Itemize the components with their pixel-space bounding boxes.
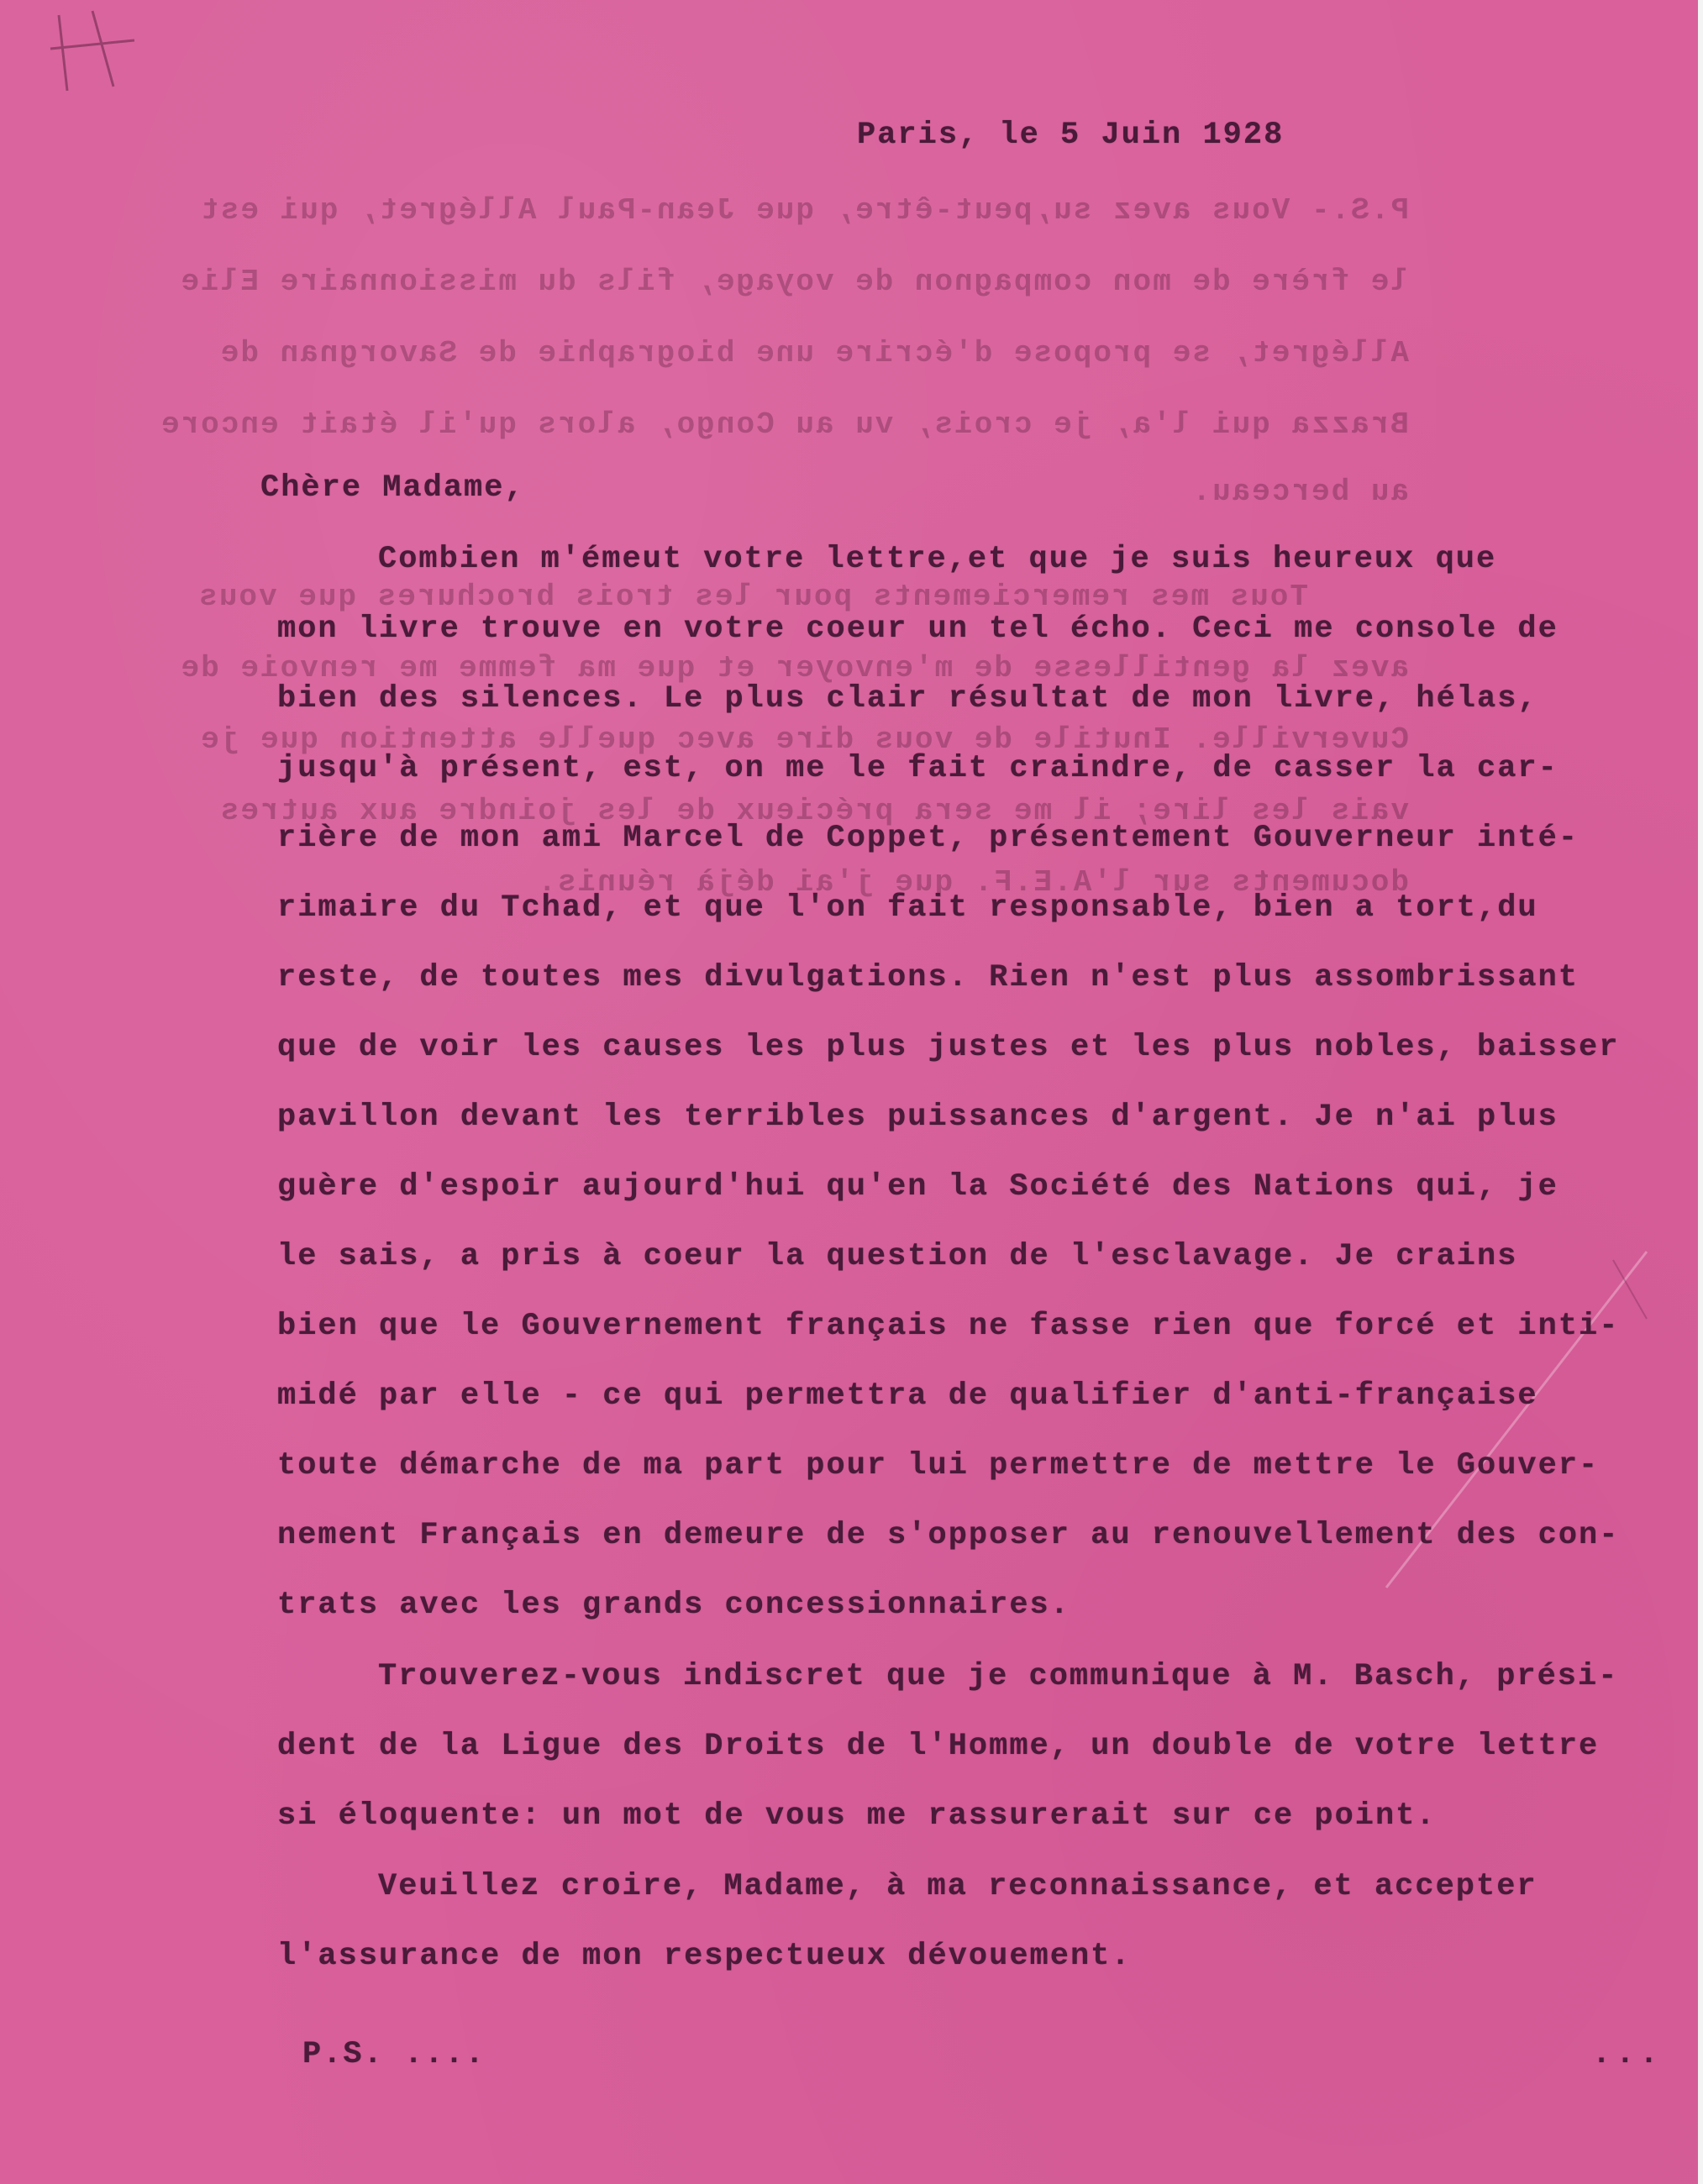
body-line: guère d'espoir aujourd'hui qu'en la Société des Nations qui, je xyxy=(277,1169,1558,1205)
body-line: l'assurance de mon respectueux dévouement. xyxy=(277,1939,1132,1974)
body-line: rière de mon ami Marcel de Coppet, présentement Gouverneur inté- xyxy=(277,821,1579,856)
ghost-line: documents sur l'A.E.F. que j'ai déjà réunis. xyxy=(536,865,1409,900)
ghost-line: vais les lire; il me sera précieux de les joindre aux autres xyxy=(218,794,1409,828)
body-line: mon livre trouve en votre coeur un tel écho. Ceci me console de xyxy=(277,612,1558,647)
body-line: dent de la Ligue des Droits de l'Homme, un double de votre lettre xyxy=(277,1729,1600,1764)
body-line: Combien m'émeut votre lettre,et que je suis heureux que xyxy=(378,542,1497,577)
pencil-mark-icon xyxy=(34,7,160,99)
continuation-mark: ... xyxy=(1592,2037,1664,2072)
body-line: pavillon devant les terribles puissances d'argent. Je n'ai plus xyxy=(277,1100,1558,1135)
body-line: toute démarche de ma part pour lui permettre de mettre le Gouver- xyxy=(277,1448,1600,1483)
ghost-line: avez la gentillesse de m'envoyer et que ma femme me renvoie de xyxy=(179,651,1409,685)
ghost-line: Brazza qui l'a, je crois, vu au Congo, alors qu'il était encore xyxy=(159,407,1409,442)
salutation: Chère Madame, xyxy=(260,470,525,506)
body-line: que de voir les causes les plus justes et les plus nobles, baisser xyxy=(277,1030,1620,1065)
page-edge xyxy=(1698,0,1703,2184)
body-line: nement Français en demeure de s'opposer au renouvellement des con- xyxy=(277,1518,1620,1553)
letter-date: Paris, le 5 Juin 1928 xyxy=(857,118,1285,153)
body-line: midé par elle - ce qui permettra de qualifier d'anti-française xyxy=(277,1378,1538,1414)
body-line: reste, de toutes mes divulgations. Rien n'est plus assombrissant xyxy=(277,960,1579,995)
body-line: le sais, a pris à coeur la question de l'esclavage. Je crains xyxy=(277,1239,1518,1274)
postscript-marker: P.S. .... xyxy=(302,2037,486,2072)
ghost-line: Tous mes remerciements pour les trois brochures que vous xyxy=(197,580,1308,614)
ghost-line: Allégret, se propose d'écrire une biographie de Savorgnan de xyxy=(218,336,1409,370)
body-line: rimaire du Tchad, et que l'on fait responsable, bien a tort,du xyxy=(277,890,1538,926)
body-line: Trouverez-vous indiscret que je communique à M. Basch, prési- xyxy=(378,1659,1619,1694)
ghost-line: P.S.- Vous avez su,peut-être, que Jean-Paul Allégret, qui est xyxy=(199,193,1409,228)
ghost-line: le frère de mon compagnon de voyage, fils du missionnaire Elie xyxy=(179,265,1409,299)
ghost-line: au berceau. xyxy=(1191,475,1409,509)
body-line: bien que le Gouvernement français ne fasse rien que forcé et inti- xyxy=(277,1309,1620,1344)
body-line: Veuillez croire, Madame, à ma reconnaissance, et accepter xyxy=(378,1869,1537,1904)
body-line: trats avec les grands concessionnaires. xyxy=(277,1588,1070,1623)
body-line: jusqu'à présent, est, on me le fait craindre, de casser la car- xyxy=(277,751,1558,786)
body-line: bien des silences. Le plus clair résultat de mon livre, hélas, xyxy=(277,681,1538,717)
body-line: si éloquente: un mot de vous me rassurerait sur ce point. xyxy=(277,1798,1437,1834)
ghost-line: Cuverville. Inutile de vous dire avec quelle attention que je xyxy=(199,722,1409,757)
